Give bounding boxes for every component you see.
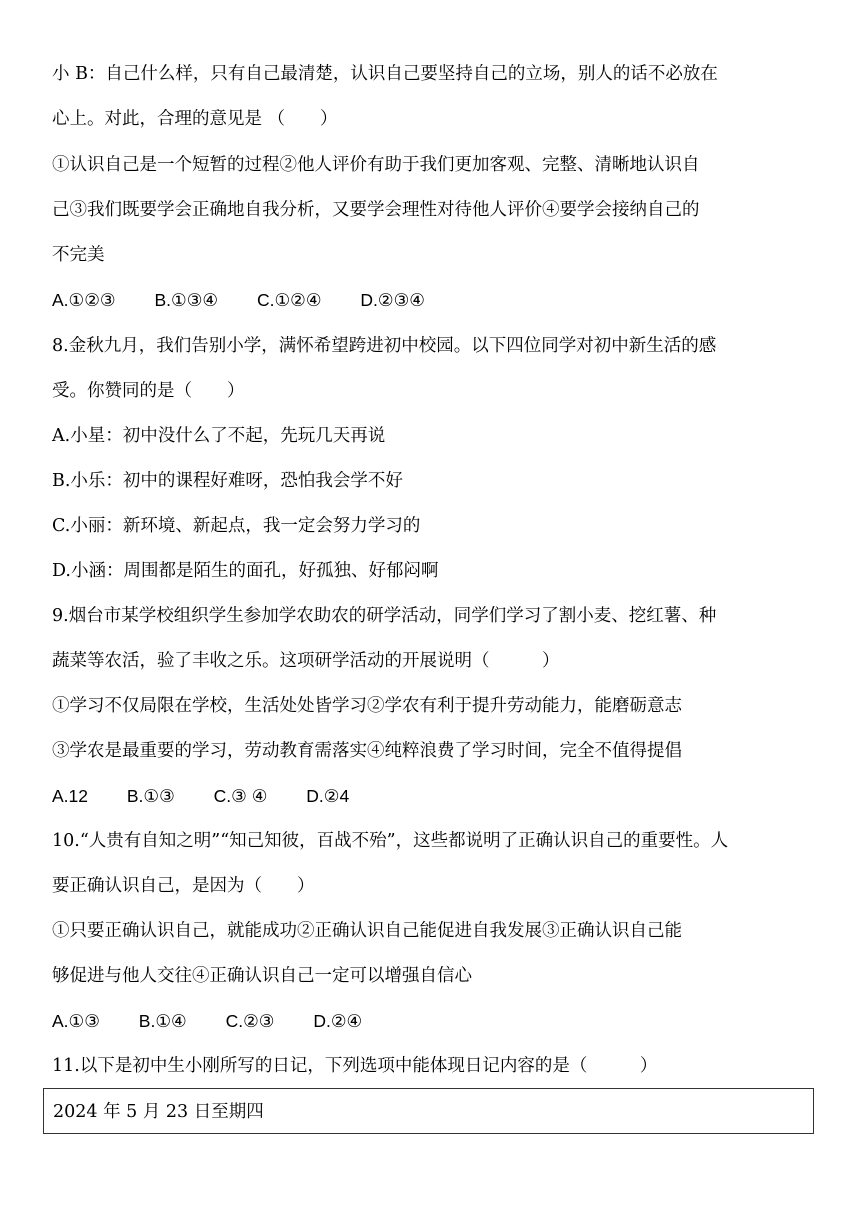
q8-option-c: C.小丽：新环境、新起点，我一定会努力学习的 (52, 516, 421, 536)
q9-option-d: D.②4 (306, 786, 350, 806)
q9-option-b: B.①③ (126, 786, 175, 806)
q9-option-a: A.12 (52, 786, 88, 806)
q7-option-c: C.①②④ (256, 290, 322, 310)
q10-statement-line-1: ①只要正确认识自己，就能成功②正确认识自己能促进自我发展③正确认识自己能 (52, 921, 682, 941)
q8-option-d: D.小涵：周围都是陌生的面孔，好孤独、好郁闷啊 (52, 561, 439, 581)
diary-box (43, 1088, 814, 1134)
q7-line-1: 小 B：自己什么样，只有自己最清楚，认识自己要坚持自己的立场，别人的话不必放在 (52, 64, 718, 84)
q9-options (52, 782, 820, 810)
q10-option-c: C.②③ (225, 1011, 275, 1031)
q9-stem-line-1: 9.烟台市某学校组织学生参加学农助农的研学活动，同学们学习了割小麦、挖红薯、种 (52, 606, 717, 626)
q10-statement-line-2: 够促进与他人交往④正确认识自己一定可以增强自信心 (52, 966, 472, 986)
q9-option-c: C.③ ④ (213, 786, 268, 806)
q9-statement-line-1: ①学习不仅局限在学校，生活处处皆学习②学农有利于提升劳动能力，能磨砺意志 (52, 696, 682, 716)
q10-stem-line-2: 要正确认识自己，是因为（ ） (52, 876, 315, 896)
q10-option-d: D.②④ (313, 1011, 363, 1031)
q7-statement-line-2: 己③我们既要学会正确地自我分析，又要学会理性对待他人评价④要学会接纳自己的 (52, 200, 700, 220)
q7-option-a: A.①②③ (52, 290, 116, 310)
q8-option-a: A.小星：初中没什么了不起，先玩几天再说 (52, 426, 386, 446)
q7-line-2: 心上。对此，合理的意见是 （ ） (52, 109, 338, 129)
q10-option-b: B.①④ (138, 1011, 187, 1031)
q8-stem-line-1: 8.金秋九月，我们告别小学，满怀希望跨进初中校园。以下四位同学对初中新生活的感 (52, 336, 717, 356)
q7-statement-line-1: ①认识自己是一个短暂的过程②他人评价有助于我们更加客观、完整、清晰地认识自 (52, 155, 700, 175)
q7-options (52, 286, 820, 314)
q7-statement-line-3: 不完美 (52, 245, 105, 265)
q7-option-d: D.②③④ (360, 290, 425, 310)
q9-statement-line-2: ③学农是最重要的学习，劳动教育需落实④纯粹浪费了学习时间，完全不值得提倡 (52, 741, 682, 761)
q9-stem-line-2: 蔬菜等农活，验了丰收之乐。这项研学活动的开展说明（ ） (52, 651, 560, 671)
q10-options (52, 1007, 820, 1035)
q8-option-b: B.小乐：初中的课程好难呀，恐怕我会学不好 (52, 471, 403, 491)
q7-option-b: B.①③④ (154, 290, 219, 310)
q8-stem-line-2: 受。你赞同的是（ ） (52, 381, 245, 401)
q11-stem: 11.以下是初中生小刚所写的日记，下列选项中能体现日记内容的是（ ） (52, 1056, 658, 1076)
q10-option-a: A.①③ (52, 1011, 100, 1031)
q10-stem-line-1: 10.“人贵有自知之明”“知己知彼，百战不殆”，这些都说明了正确认识自己的重要性。人 (52, 831, 729, 851)
diary-date: 2024 年 5 月 23 日至期四 (53, 1102, 264, 1122)
